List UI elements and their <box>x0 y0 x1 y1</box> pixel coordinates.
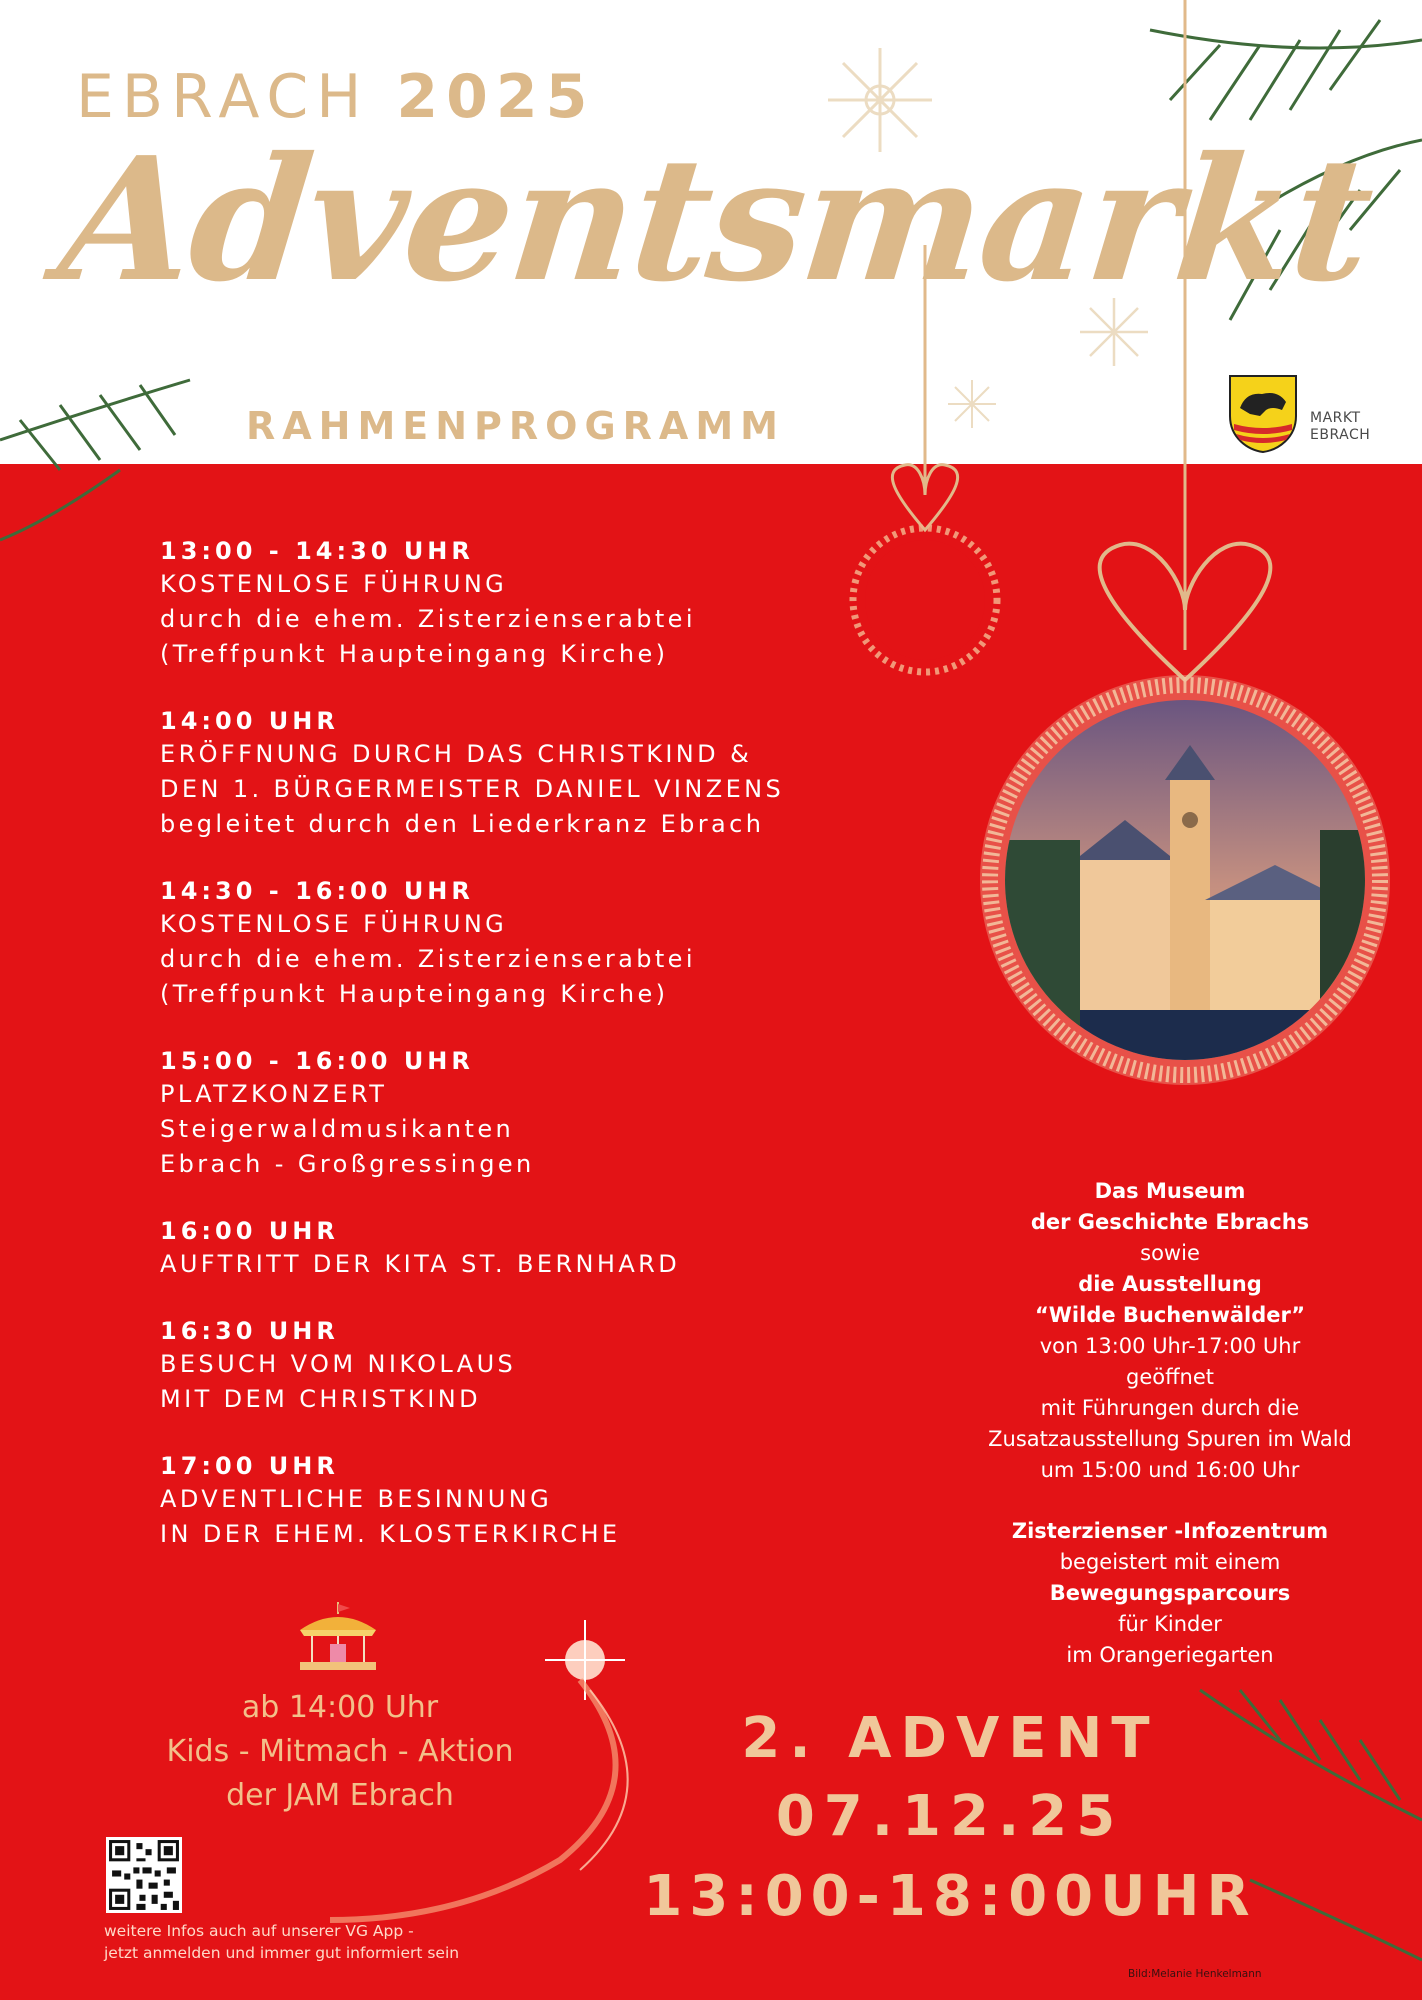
year: 2025 <box>396 62 596 132</box>
museum-line: geöffnet <box>1125 1365 1215 1389</box>
schedule-item <box>160 875 920 1012</box>
coat-of-arms-icon <box>1226 372 1300 454</box>
event-time: 17:00 UHR <box>160 1452 339 1480</box>
event-time: 14:30 - 16:00 UHR <box>160 877 474 905</box>
event-time: 15:00 - 16:00 UHR <box>160 1047 474 1075</box>
pine-branch-icon <box>0 380 190 540</box>
image-credit: Bild:Melanie Henkelmann <box>1128 1968 1262 1980</box>
spacer <box>965 1486 1375 1516</box>
event-time: 16:30 UHR <box>160 1317 339 1345</box>
museum-line: Das Museum <box>1094 1179 1246 1203</box>
schedule-list <box>160 535 920 1585</box>
advent-label: 2. ADVENT <box>741 1706 1159 1771</box>
schedule-item <box>160 1450 920 1552</box>
museum-line: um 15:00 und 16:00 Uhr <box>1040 1458 1300 1482</box>
town-name: EBRACH <box>76 62 370 132</box>
event-line: KOSTENLOSE FÜHRUNG <box>160 910 508 938</box>
event-line: MIT DEM CHRISTKIND <box>160 1385 481 1413</box>
event-line: BESUCH VOM NIKOLAUS <box>160 1350 517 1378</box>
schedule-item <box>160 705 920 842</box>
event-line: PLATZKONZERT <box>160 1080 388 1108</box>
event-line: AUFTRITT DER KITA ST. BERNHARD <box>160 1250 681 1278</box>
snowflake-icon <box>948 380 996 428</box>
schedule-item <box>160 1045 920 1182</box>
schedule-item <box>160 1215 920 1282</box>
date-block <box>620 1700 1280 1938</box>
event-line: Ebrach - Großgressingen <box>160 1150 535 1178</box>
schedule-item <box>160 535 920 672</box>
event-date: 07.12.25 <box>775 1784 1125 1849</box>
museum-line: von 13:00 Uhr-17:00 Uhr <box>1039 1334 1301 1358</box>
museum-line: sowie <box>1140 1241 1200 1265</box>
crest-label-line2: EBRACH <box>1310 427 1371 443</box>
subtitle: RAHMENPROGRAMM <box>246 404 785 448</box>
event-time: 13:00 - 14:30 UHR <box>160 537 474 565</box>
museum-line: im Orangeriegarten <box>1066 1643 1274 1667</box>
event-line: (Treffpunkt Haupteingang Kirche) <box>160 640 669 668</box>
event-hours: 13:00-18:00UHR <box>643 1864 1257 1929</box>
museum-line: die Ausstellung <box>1078 1272 1262 1296</box>
event-line: IN DER EHEM. KLOSTERKIRCHE <box>160 1520 621 1548</box>
museum-info <box>965 1176 1375 1671</box>
event-line: KOSTENLOSE FÜHRUNG <box>160 570 508 598</box>
event-line: (Treffpunkt Haupteingang Kirche) <box>160 980 669 1008</box>
event-line: Steigerwaldmusikanten <box>160 1115 515 1143</box>
museum-line: Zisterzienser -Infozentrum <box>1011 1519 1329 1543</box>
event-line: DEN 1. BÜRGERMEISTER DANIEL VINZENS <box>160 775 785 803</box>
app-info <box>104 1920 459 1964</box>
qr-code-icon[interactable] <box>106 1837 182 1913</box>
event-line: durch die ehem. Zisterzienserabtei <box>160 945 696 973</box>
event-time: 14:00 UHR <box>160 707 339 735</box>
event-line: durch die ehem. Zisterzienserabtei <box>160 605 696 633</box>
museum-line: für Kinder <box>1118 1612 1222 1636</box>
app-info-line: weitere Infos auch auf unserer VG App - <box>104 1922 414 1940</box>
event-line: ERÖFFNUNG DURCH DAS CHRISTKIND & <box>160 740 753 768</box>
event-time: 16:00 UHR <box>160 1217 339 1245</box>
museum-line: Bewegungsparcours <box>1049 1581 1291 1605</box>
event-line: begleitet durch den Liederkranz Ebrach <box>160 810 765 838</box>
crest-label <box>1310 410 1370 444</box>
schedule-item <box>160 1315 920 1417</box>
event-line: ADVENTLICHE BESINNUNG <box>160 1485 553 1513</box>
museum-line: “Wilde Buchenwälder” <box>1034 1303 1306 1327</box>
page-title: Adventsmarkt <box>51 120 1380 320</box>
kids-line: Kids - Mitmach - Aktion <box>166 1734 514 1769</box>
kids-action <box>120 1686 560 1818</box>
museum-line: begeistert mit einem <box>1059 1550 1281 1574</box>
kids-line: ab 14:00 Uhr <box>241 1690 439 1725</box>
app-info-line: jetzt anmelden und immer gut informiert sein <box>104 1944 460 1962</box>
carousel-icon <box>296 1600 380 1674</box>
crest-label-line1: MARKT <box>1310 410 1361 426</box>
museum-line: der Geschichte Ebrachs <box>1030 1210 1310 1234</box>
museum-line: Zusatzausstellung Spuren im Wald <box>988 1427 1352 1451</box>
kids-line: der JAM Ebrach <box>226 1778 454 1813</box>
museum-line: mit Führungen durch die <box>1040 1396 1300 1420</box>
